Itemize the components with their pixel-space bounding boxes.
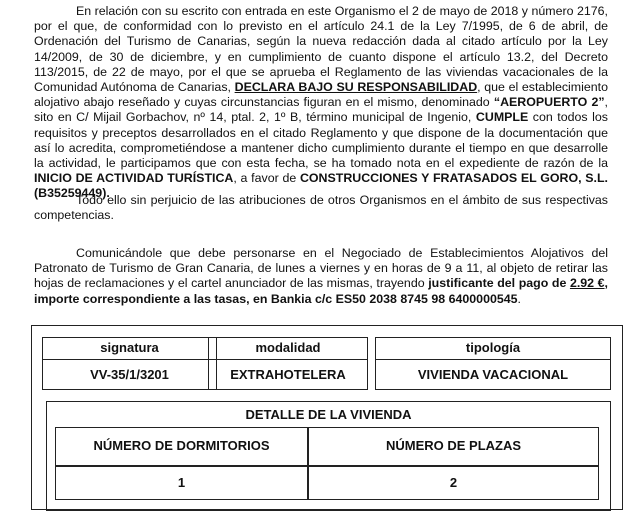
emphasis-text: justificante del pago de — [428, 276, 567, 291]
emphasis-text: 2.92 € — [569, 276, 605, 291]
body-text: En relación con su escrito con entrada en este Organismo el 2 de mayo de 2018 y número 2176, por el que, de conformidad con lo previsto en el artículo 24.1 de la Ley 7/1995, de 6 de abril, de Ordenación del Turismo de Canarias, según la nueva redacción dada al citado artículo por la Ley 14/2009, de 30 de diciembre, y en cumplimiento de cuanto dispone el artículo 13.2, del Decreto 113/2015, de 22 de mayo, por el que se aprueba el Reglamento de las viviendas vacacionales de la Comunidad Autónoma de Canarias, — [34, 4, 608, 95]
competences-paragraph: Todo ello sin perjuicio de las atribuciones de otros Organismos en el ámbito de sus respectivas competencias. — [34, 193, 608, 223]
signatura-value: VV-35/1/3201 — [90, 367, 169, 382]
plazas-value: 2 — [308, 466, 599, 500]
plazas-header: NÚMERO DE PLAZAS — [308, 427, 599, 466]
emphasis-text: “AEROPUERTO 2” — [493, 95, 605, 110]
payment-paragraph — [34, 246, 608, 307]
emphasis-text: CUMPLE — [475, 110, 529, 125]
signatura-label: signatura — [100, 340, 159, 355]
emphasis-text: INICIO DE ACTIVIDAD TURÍSTICA — [34, 171, 234, 186]
emphasis-text: , importe correspondiente a las tasas, en Bankia c/c ES50 2038 8745 98 6400000545 — [34, 276, 608, 306]
detalle-vivienda-box — [46, 401, 611, 511]
modalidad-label: modalidad — [255, 340, 321, 355]
emphasis-text: CONSTRUCCIONES Y FRATASADOS EL GORO, S.L. (B35259449). — [34, 171, 608, 201]
body-text: , a favor de — [233, 171, 300, 186]
resolution-paragraph — [34, 4, 608, 202]
tipologia-box — [375, 337, 611, 390]
tipologia-label: tipología — [465, 340, 521, 355]
tipologia-value: VIVIENDA VACACIONAL — [417, 367, 569, 382]
body-text: , sito en C/ Mijail Gorbachov, nº 14, ptal. 2, 1º B, término municipal de Ingenio, — [34, 95, 608, 125]
body-text: Comunicándole que debe personarse en el Negociado de Establecimientos Alojativos del Patronato de Turismo de Gran Canaria, de lunes a viernes y en horas de 9 a 11, al objeto de retirar las hojas de reclamaciones y el cartel anunciador de las mismas, trayendo — [34, 246, 608, 291]
dormitorios-value: 1 — [55, 466, 308, 500]
body-text: . — [517, 291, 521, 306]
emphasis-text: DECLARA BAJO SU RESPONSABILIDAD — [234, 80, 478, 95]
dormitorios-header: NÚMERO DE DORMITORIOS — [55, 427, 308, 466]
body-text: , que el establecimiento alojativo abajo reseñado y cuyas circunstancias figuran en el mismo, denominado — [34, 80, 608, 110]
modalidad-value: EXTRAHOTELERA — [230, 367, 346, 382]
modalidad-box — [208, 337, 368, 390]
body-text: con todos los requisitos y preceptos desarrollados en el citado Reglamento y que dispone de la documentación que así lo acredita, comprometiéndose a mantener dicho cumplimiento durante el tiempo en que desarrolle la actividad, le participamos que con esta fecha, se ha tomado nota en el expediente de razón de la — [34, 110, 608, 171]
detalle-title: DETALLE DE LA VIVIENDA — [245, 407, 412, 422]
signatura-box — [42, 337, 217, 390]
